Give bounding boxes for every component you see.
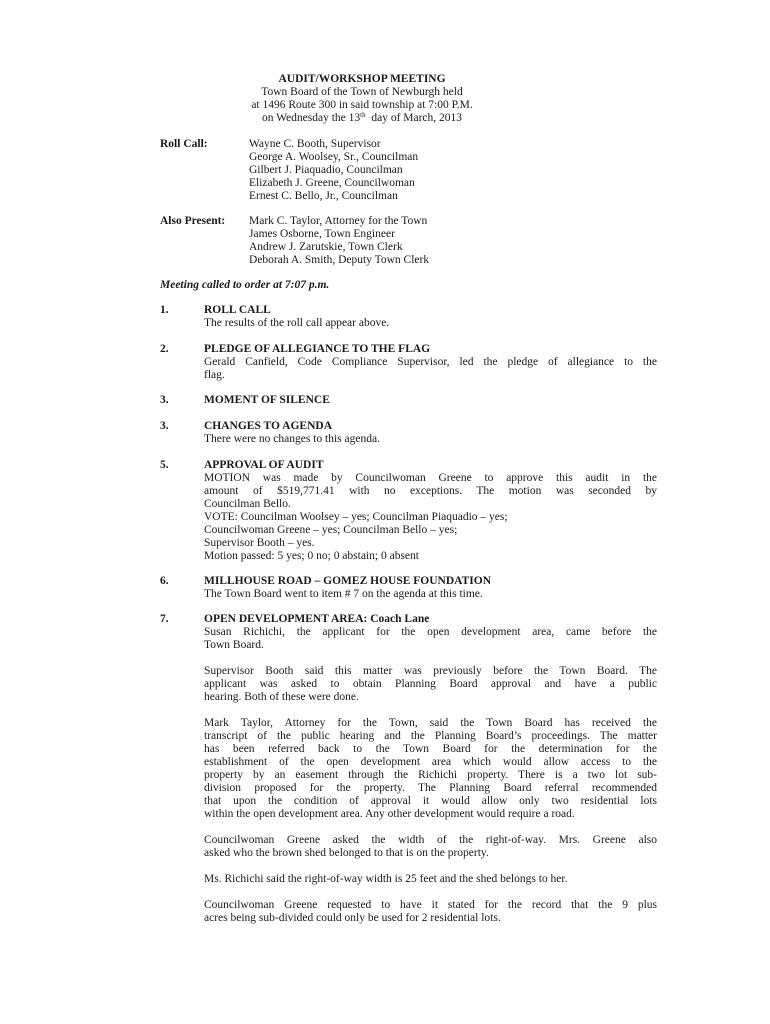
meeting-header [160,73,564,125]
header-date-post: day of March, 2013 [365,112,463,124]
item-heading: PLEDGE OF ALLEGIANCE TO THE FLAG [204,343,431,355]
header-date-ordinal: th [360,111,366,119]
item-content [204,575,657,601]
item-heading: MOMENT OF SILENCE [204,394,330,406]
item-content [204,420,657,446]
item-content [204,459,657,563]
item-text-line: acres being sub-divided could only be used for 2 residential lots. [204,912,501,924]
called-to-order: Meeting called to order at 7:07 p.m. [160,279,330,291]
item-text-line: VOTE: Councilman Woolsey – yes; Councilman Piaquadio – yes; [204,511,508,523]
also-present-names [249,215,429,267]
item-text-line: establishment of the open development area which would allow access to the [204,756,657,768]
also-present-name: Andrew J. Zarutskie, Town Clerk [249,241,403,253]
header-date-pre: on Wednesday the 13 [261,112,361,124]
also-present-name: James Osborne, Town Engineer [249,228,395,240]
item-text-line: Councilman Bello. [204,498,291,510]
roll-call-name: Elizabeth J. Greene, Councilwoman [249,177,415,189]
item-text-line: Susan Richichi, the applicant for the open development area, came before the [204,626,657,638]
item-text-line: Councilwoman Greene requested to have it stated for the record that the 9 plus [204,899,657,911]
roll-call-name: Wayne C. Booth, Supervisor [249,138,381,150]
item-paragraph [204,873,657,886]
item-content [204,613,657,925]
item-text-line: Mark Taylor, Attorney for the Town, said the Town Board has received the [204,717,657,729]
item-number: 3. [160,394,169,406]
item-text-line: Gerald Canfield, Code Compliance Supervisor, led the pledge of allegiance to the [204,356,657,368]
item-text-line: Supervisor Booth said this matter was previously before the Town Board. The [204,665,657,677]
meeting-title: AUDIT/WORKSHOP MEETING [278,73,446,85]
item-text-line: has been referred back to the Town Board for the determination for the [204,743,657,755]
item-content [204,304,657,330]
item-paragraph [204,834,657,860]
item-number: 7. [160,613,169,625]
item-number: 6. [160,575,169,587]
item-paragraph [204,899,657,925]
roll-call-label: Roll Call: [160,138,208,150]
roll-call-names [249,138,418,203]
item-text-line: The results of the roll call appear above. [204,317,390,329]
header-line-3 [160,112,564,125]
also-present-label: Also Present: [160,215,226,227]
roll-call-name: Ernest C. Bello, Jr., Councilman [249,190,398,202]
item-heading: ROLL CALL [204,304,271,316]
item-paragraph [204,665,657,704]
item-text-line: flag. [204,369,225,381]
item-text-line: There were no changes to this agenda. [204,433,380,445]
roll-call-name: Gilbert J. Piaquadio, Councilman [249,164,403,176]
also-present-name: Deborah A. Smith, Deputy Town Clerk [249,254,430,266]
item-number: 1. [160,304,169,316]
item-text-line: amount of $519,771.41 with no exceptions. The motion was seconded by [204,485,657,497]
item-heading: MILLHOUSE ROAD – GOMEZ HOUSE FOUNDATION [204,575,491,587]
item-paragraph [204,717,657,821]
item-content [204,343,657,382]
also-present-name: Mark C. Taylor, Attorney for the Town [249,215,428,227]
roll-call-name: George A. Woolsey, Sr., Councilman [249,151,419,163]
item-text-line: Councilwoman Greene – yes; Councilman Bello – yes; [204,524,458,536]
item-text-line: Supervisor Booth – yes. [204,537,315,549]
item-text-line: Motion passed: 5 yes; 0 no; 0 abstain; 0 absent [204,550,419,562]
item-text-line: Ms. Richichi said the right-of-way width is 25 feet and the shed belongs to her. [204,873,568,885]
header-line-1: Town Board of the Town of Newburgh held [261,86,463,98]
item-text-line: hearing. Both of these were done. [204,691,359,703]
item-content [204,394,657,407]
item-text-line: applicant was asked to obtain Planning Board approval and have a public [204,678,657,690]
item-number: 3. [160,420,169,432]
item-text-line: The Town Board went to item # 7 on the agenda at this time. [204,588,483,600]
item-text-line: MOTION was made by Councilwoman Greene to approve this audit in the [204,472,657,484]
header-line-2: at 1496 Route 300 in said township at 7:00 P.M. [251,99,473,111]
item-text-line: that upon the condition of approval it would allow only two residential lots [204,795,657,807]
item-text-line: Councilwoman Greene asked the width of the right-of-way. Mrs. Greene also [204,834,657,846]
item-number: 2. [160,343,169,355]
item-number: 5. [160,459,169,471]
item-text-line: division proposed for the property. The Planning Board referral recommended [204,782,657,794]
item-text-line: property by an easement through the Richichi property. There is a two lot sub- [204,769,657,781]
item-heading: APPROVAL OF AUDIT [204,459,324,471]
item-heading: OPEN DEVELOPMENT AREA: Coach Lane [204,613,430,625]
item-text-line: transcript of the public hearing and the Planning Board’s proceedings. The matter [204,730,657,742]
item-text-line: asked who the brown shed belonged to that is on the property. [204,847,489,859]
item-text-line: Town Board. [204,639,264,651]
item-heading: CHANGES TO AGENDA [204,420,333,432]
item-text-line: within the open development area. Any other development would require a road. [204,808,575,820]
